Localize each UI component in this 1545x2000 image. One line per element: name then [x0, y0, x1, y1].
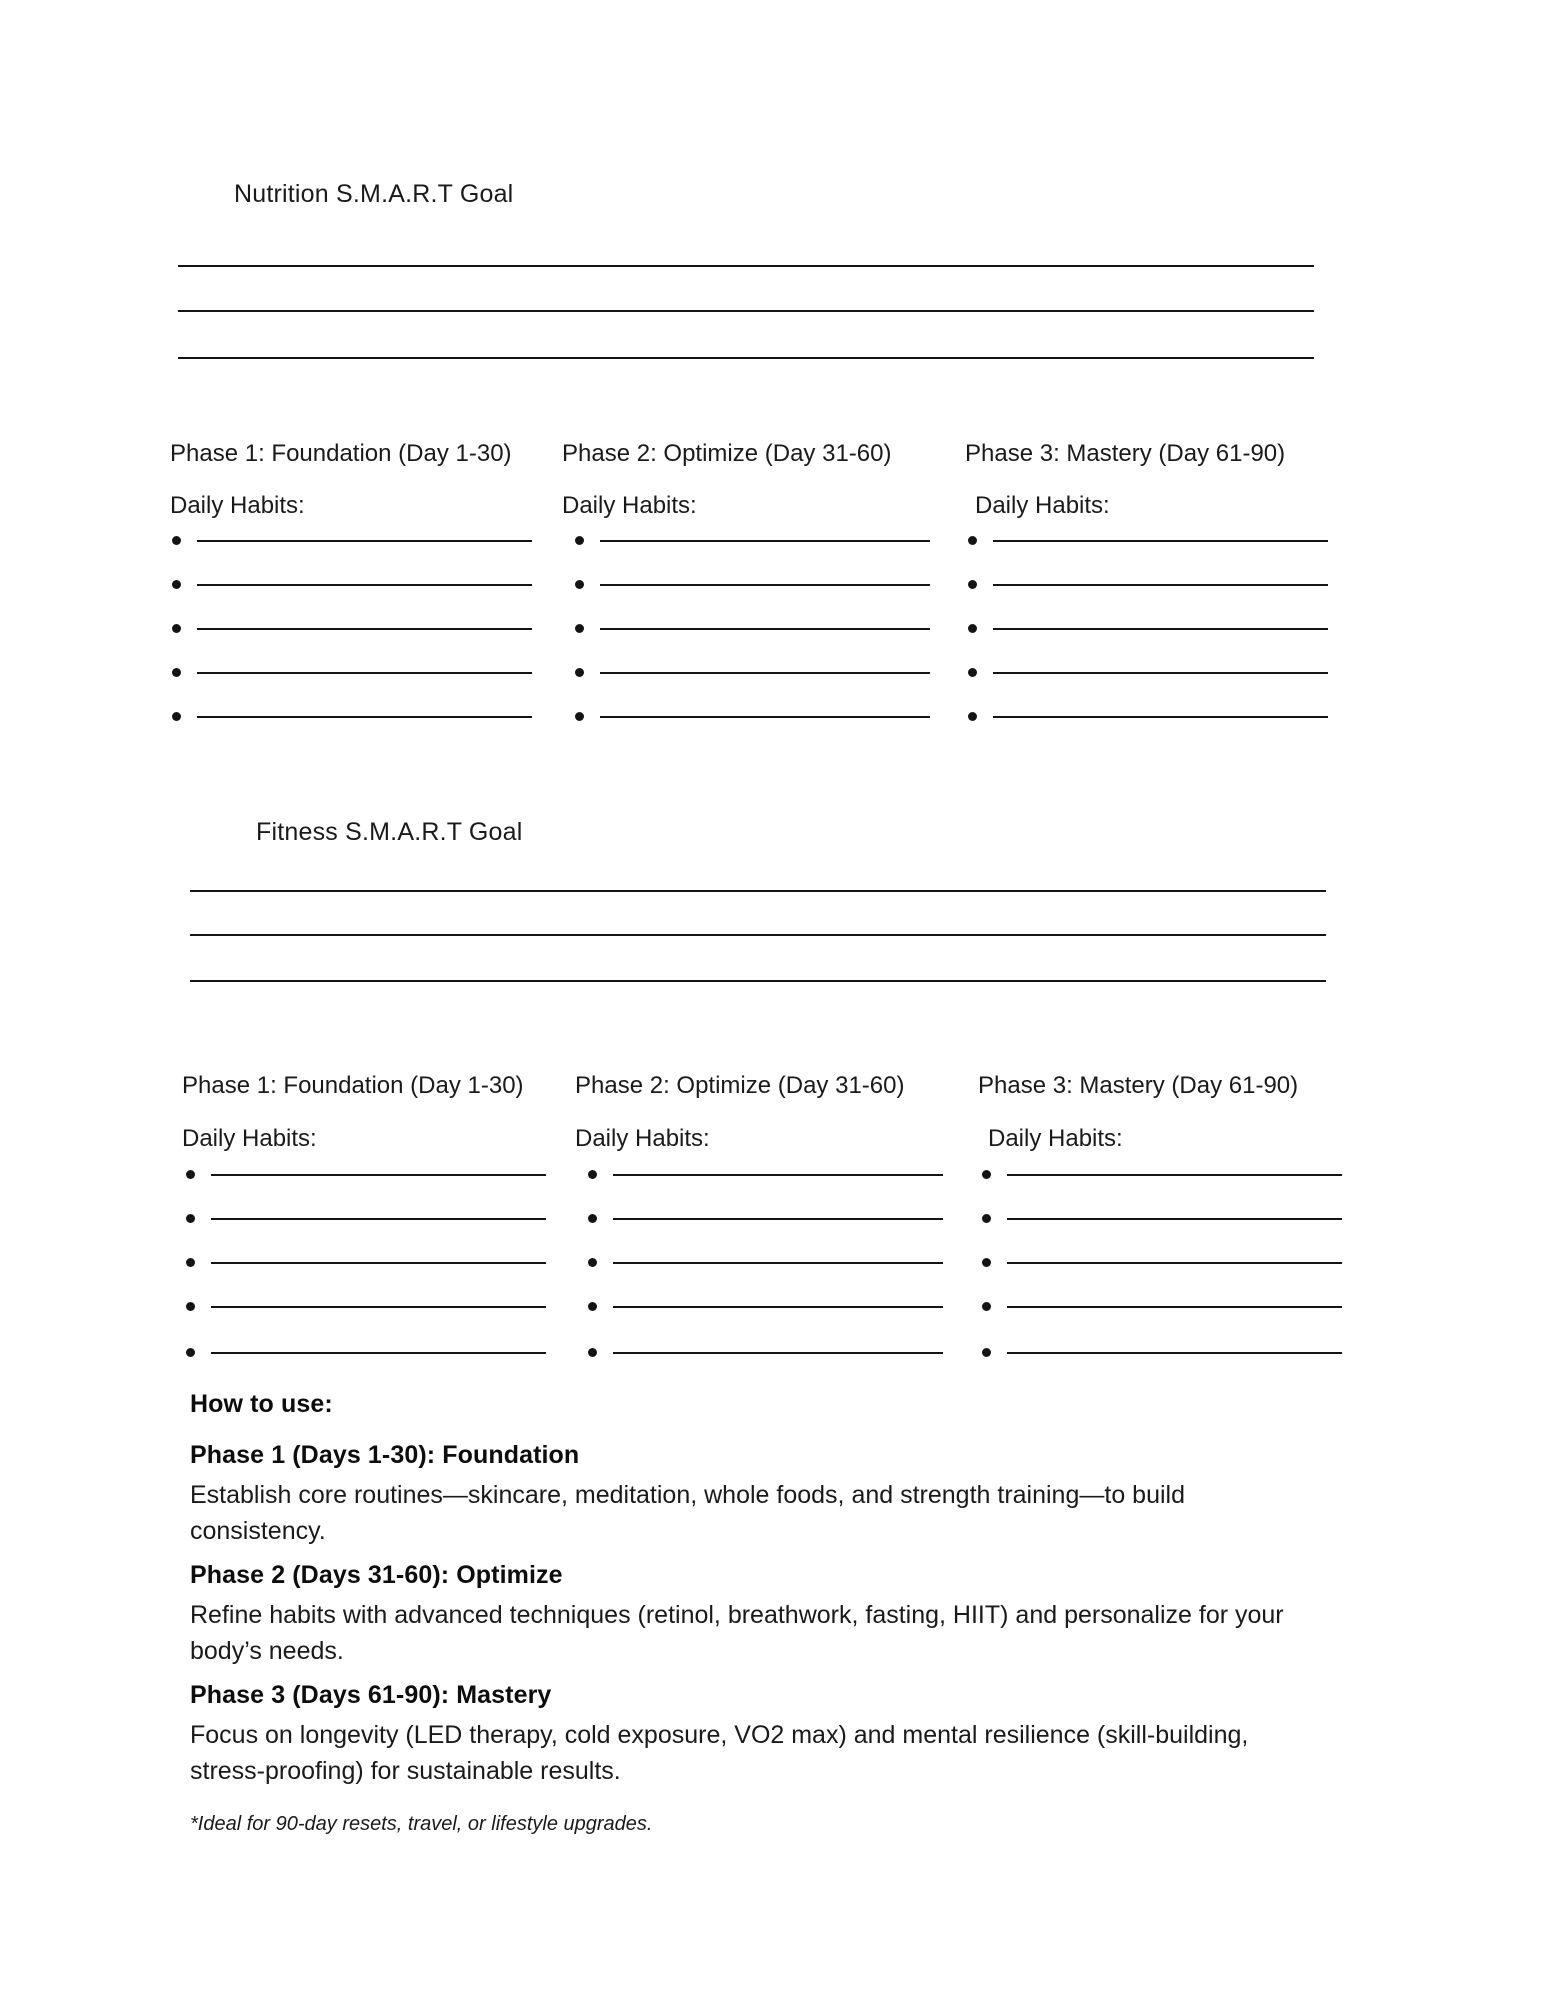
bullet-icon	[982, 1214, 991, 1223]
fitness-phase-3-header: Phase 3: Mastery (Day 61-90)	[978, 1072, 1299, 1099]
fitness-phase-1-habit-row[interactable]	[186, 1214, 546, 1223]
nutrition-phase-1-habit-row[interactable]	[172, 536, 532, 545]
nutrition-phase-1-header: Phase 1: Foundation (Day 1-30)	[170, 440, 512, 467]
bullet-icon	[186, 1214, 195, 1223]
fitness-phase-2-sublabel: Daily Habits:	[575, 1125, 710, 1152]
fitness-phase-3-habit-row[interactable]	[982, 1302, 1342, 1311]
bullet-icon	[172, 580, 181, 589]
habit-write-line[interactable]	[600, 584, 930, 586]
bullet-icon	[968, 668, 977, 677]
bullet-icon	[172, 668, 181, 677]
bullet-icon	[588, 1348, 597, 1357]
bullet-icon	[186, 1348, 195, 1357]
habit-write-line[interactable]	[1007, 1306, 1342, 1308]
habit-write-line[interactable]	[600, 716, 930, 718]
fitness-goal-write-line-2[interactable]	[190, 934, 1326, 936]
nutrition-goal-write-line-3[interactable]	[178, 357, 1314, 359]
bullet-icon	[982, 1258, 991, 1267]
habit-write-line[interactable]	[197, 584, 532, 586]
habit-write-line[interactable]	[993, 716, 1328, 718]
nutrition-phase-3-header: Phase 3: Mastery (Day 61-90)	[965, 440, 1286, 467]
bullet-icon	[968, 624, 977, 633]
bullet-icon	[968, 536, 977, 545]
nutrition-goal-write-line-2[interactable]	[178, 310, 1314, 312]
nutrition-phase-3-habit-row[interactable]	[968, 536, 1328, 545]
habit-write-line[interactable]	[600, 672, 930, 674]
bullet-icon	[575, 624, 584, 633]
bullet-icon	[982, 1302, 991, 1311]
howto-footnote: *Ideal for 90-day resets, travel, or lifestyle upgrades.	[190, 1813, 653, 1835]
howto-phase-2-body: Refine habits with advanced techniques (retinol, breathwork, fasting, HIIT) and personalize for your body’s needs.	[190, 1601, 1284, 1665]
habit-write-line[interactable]	[613, 1352, 943, 1354]
nutrition-phase-3-habit-row[interactable]	[968, 712, 1328, 721]
bullet-icon	[172, 624, 181, 633]
howto-phase-3-body: Focus on longevity (LED therapy, cold exposure, VO2 max) and mental resilience (skill-building, stress-proofing) for sustainable results.	[190, 1721, 1249, 1785]
habit-write-line[interactable]	[1007, 1218, 1342, 1220]
habit-write-line[interactable]	[993, 540, 1328, 542]
bullet-icon	[982, 1170, 991, 1179]
fitness-phase-2-habit-row[interactable]	[588, 1170, 948, 1179]
fitness-phase-2-header: Phase 2: Optimize (Day 31-60)	[575, 1072, 905, 1099]
how-to-use-title: How to use:	[190, 1390, 333, 1418]
nutrition-phase-2-habit-row[interactable]	[575, 580, 935, 589]
bullet-icon	[186, 1258, 195, 1267]
howto-phase-3-label: Phase 3 (Days 61-90): Mastery	[190, 1681, 552, 1709]
fitness-goal-write-line-1[interactable]	[190, 890, 1326, 892]
fitness-phase-2-habit-row[interactable]	[588, 1214, 948, 1223]
bullet-icon	[575, 668, 584, 677]
howto-phase-1-body: Establish core routines—skincare, meditation, whole foods, and strength training—to build consistency.	[190, 1481, 1185, 1545]
habit-write-line[interactable]	[613, 1218, 943, 1220]
bullet-icon	[588, 1170, 597, 1179]
nutrition-phase-3-habit-row[interactable]	[968, 580, 1328, 589]
habit-write-line[interactable]	[197, 540, 532, 542]
howto-phase-2-label: Phase 2 (Days 31-60): Optimize	[190, 1561, 563, 1589]
bullet-icon	[575, 712, 584, 721]
nutrition-goal-write-line-1[interactable]	[178, 265, 1314, 267]
fitness-phase-1-habit-row[interactable]	[186, 1170, 546, 1179]
nutrition-phase-2-habit-row[interactable]	[575, 712, 935, 721]
nutrition-phase-2-habit-row[interactable]	[575, 536, 935, 545]
fitness-phase-3-habit-row[interactable]	[982, 1170, 1342, 1179]
fitness-phase-1-habit-row[interactable]	[186, 1258, 546, 1267]
habit-write-line[interactable]	[613, 1262, 943, 1264]
bullet-icon	[172, 712, 181, 721]
habit-write-line[interactable]	[600, 628, 930, 630]
fitness-phase-3-habit-row[interactable]	[982, 1214, 1342, 1223]
nutrition-phase-1-sublabel: Daily Habits:	[170, 492, 305, 519]
habit-write-line[interactable]	[613, 1174, 943, 1176]
habit-write-line[interactable]	[993, 628, 1328, 630]
habit-write-line[interactable]	[1007, 1262, 1342, 1264]
fitness-phase-1-header: Phase 1: Foundation (Day 1-30)	[182, 1072, 524, 1099]
fitness-goal-title: Fitness S.M.A.R.T Goal	[256, 818, 523, 846]
fitness-phase-3-habit-row[interactable]	[982, 1348, 1342, 1357]
habit-write-line[interactable]	[211, 1352, 546, 1354]
fitness-phase-1-habit-row[interactable]	[186, 1348, 546, 1357]
habit-write-line[interactable]	[211, 1174, 546, 1176]
habit-write-line[interactable]	[613, 1306, 943, 1308]
nutrition-phase-3-habit-row[interactable]	[968, 624, 1328, 633]
bullet-icon	[982, 1348, 991, 1357]
habit-write-line[interactable]	[197, 628, 532, 630]
fitness-phase-3-sublabel: Daily Habits:	[988, 1125, 1123, 1152]
bullet-icon	[186, 1302, 195, 1311]
fitness-phase-2-habit-row[interactable]	[588, 1302, 948, 1311]
habit-write-line[interactable]	[1007, 1352, 1342, 1354]
how-to-use-section	[190, 1390, 1330, 1836]
nutrition-goal-title: Nutrition S.M.A.R.T Goal	[234, 180, 514, 208]
nutrition-phase-1-habit-row[interactable]	[172, 668, 532, 677]
habit-write-line[interactable]	[600, 540, 930, 542]
bullet-icon	[186, 1170, 195, 1179]
habit-write-line[interactable]	[197, 672, 532, 674]
nutrition-phase-1-habit-row[interactable]	[172, 624, 532, 633]
bullet-icon	[588, 1214, 597, 1223]
nutrition-phase-2-header: Phase 2: Optimize (Day 31-60)	[562, 440, 892, 467]
nutrition-phase-1-habit-row[interactable]	[172, 712, 532, 721]
bullet-icon	[968, 712, 977, 721]
bullet-icon	[172, 536, 181, 545]
fitness-phase-3-habit-row[interactable]	[982, 1258, 1342, 1267]
habit-write-line[interactable]	[211, 1262, 546, 1264]
fitness-phase-1-sublabel: Daily Habits:	[182, 1125, 317, 1152]
nutrition-phase-3-sublabel: Daily Habits:	[975, 492, 1110, 519]
bullet-icon	[588, 1302, 597, 1311]
habit-write-line[interactable]	[993, 672, 1328, 674]
fitness-phase-1-habit-row[interactable]	[186, 1302, 546, 1311]
nutrition-phase-2-sublabel: Daily Habits:	[562, 492, 697, 519]
fitness-phase-2-habit-row[interactable]	[588, 1258, 948, 1267]
bullet-icon	[968, 580, 977, 589]
nutrition-phase-2-habit-row[interactable]	[575, 624, 935, 633]
howto-phase-1-label: Phase 1 (Days 1-30): Foundation	[190, 1441, 580, 1469]
nutrition-phase-3-habit-row[interactable]	[968, 668, 1328, 677]
bullet-icon	[588, 1258, 597, 1267]
fitness-phase-2-habit-row[interactable]	[588, 1348, 948, 1357]
bullet-icon	[575, 536, 584, 545]
habit-write-line[interactable]	[211, 1218, 546, 1220]
habit-write-line[interactable]	[197, 716, 532, 718]
habit-write-line[interactable]	[1007, 1174, 1342, 1176]
fitness-goal-write-line-3[interactable]	[190, 980, 1326, 982]
habit-write-line[interactable]	[993, 584, 1328, 586]
nutrition-phase-2-habit-row[interactable]	[575, 668, 935, 677]
habit-write-line[interactable]	[211, 1306, 546, 1308]
nutrition-phase-1-habit-row[interactable]	[172, 580, 532, 589]
bullet-icon	[575, 580, 584, 589]
